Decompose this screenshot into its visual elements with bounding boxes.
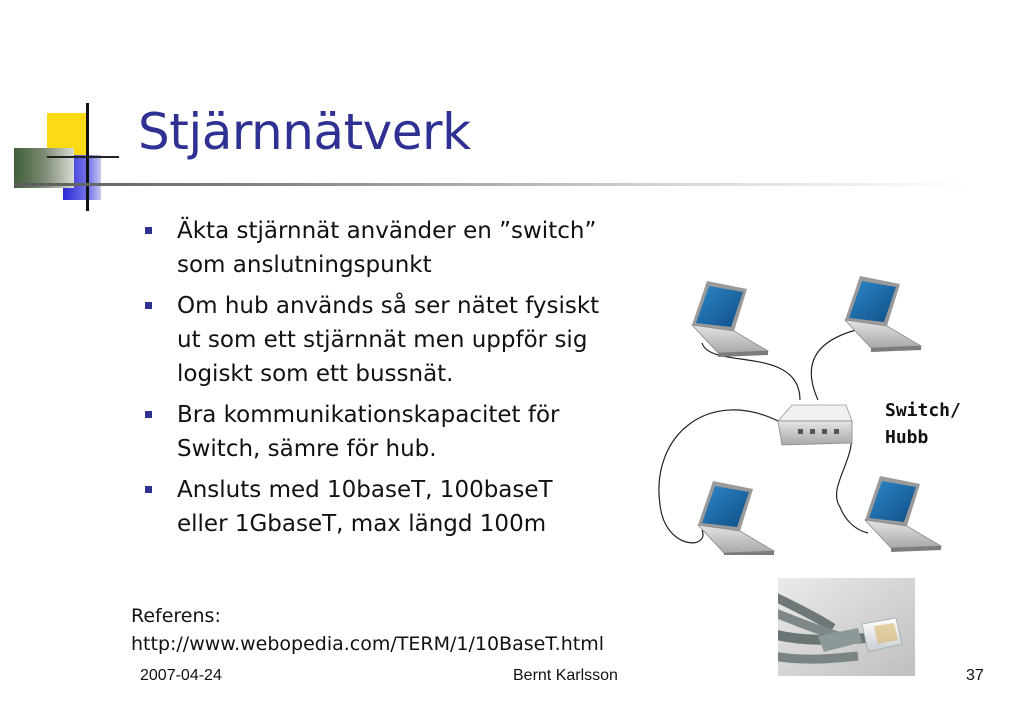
footer-author: Bernt Karlsson [513,667,618,684]
bullet-square-icon [145,411,152,418]
footer-page-number: 37 [966,667,984,684]
reference-block [131,602,604,658]
deco-horizontal-line [47,156,119,158]
bullet-item [140,473,610,541]
bullet-square-icon [145,227,152,234]
bullet-list [140,214,610,548]
bullet-square-icon [145,486,152,493]
ethernet-cable-photo [778,578,915,676]
reference-url[interactable]: http://www.webopedia.com/TERM/1/10BaseT.html [131,633,604,655]
bullet-text: Äkta stjärnnät använder en ”switch” som anslutningspunkt [177,218,597,278]
title-underline [14,183,974,186]
reference-label: Referens: [131,605,221,627]
switch-hub-label [885,397,961,451]
bullet-item [140,214,610,282]
bullet-text: Bra kommunikationskapacitet för Switch, sämre för hub. [177,402,560,462]
switch-hub-icon [778,405,852,445]
bullet-text: Ansluts med 10baseT, 100baseT eller 1GbaseT, max längd 100m [177,477,553,537]
switch-label-line-2: Hubb [885,427,929,448]
bullet-text: Om hub används så ser nätet fysiskt ut som ett stjärnnät men uppför sig logiskt som ett bussnät. [177,293,600,387]
cable-top-right [811,330,856,400]
deco-gray-square [14,148,74,188]
footer-date: 2007-04-24 [140,667,222,684]
laptop-icon [845,276,921,352]
laptop-icon [698,481,774,555]
bullet-item [140,289,610,391]
bullet-item [140,398,610,466]
laptop-icon [865,476,941,552]
slide-title: Stjärnnätverk [138,103,471,161]
switch-label-line-1: Switch/ [885,400,961,421]
bullet-square-icon [145,302,152,309]
